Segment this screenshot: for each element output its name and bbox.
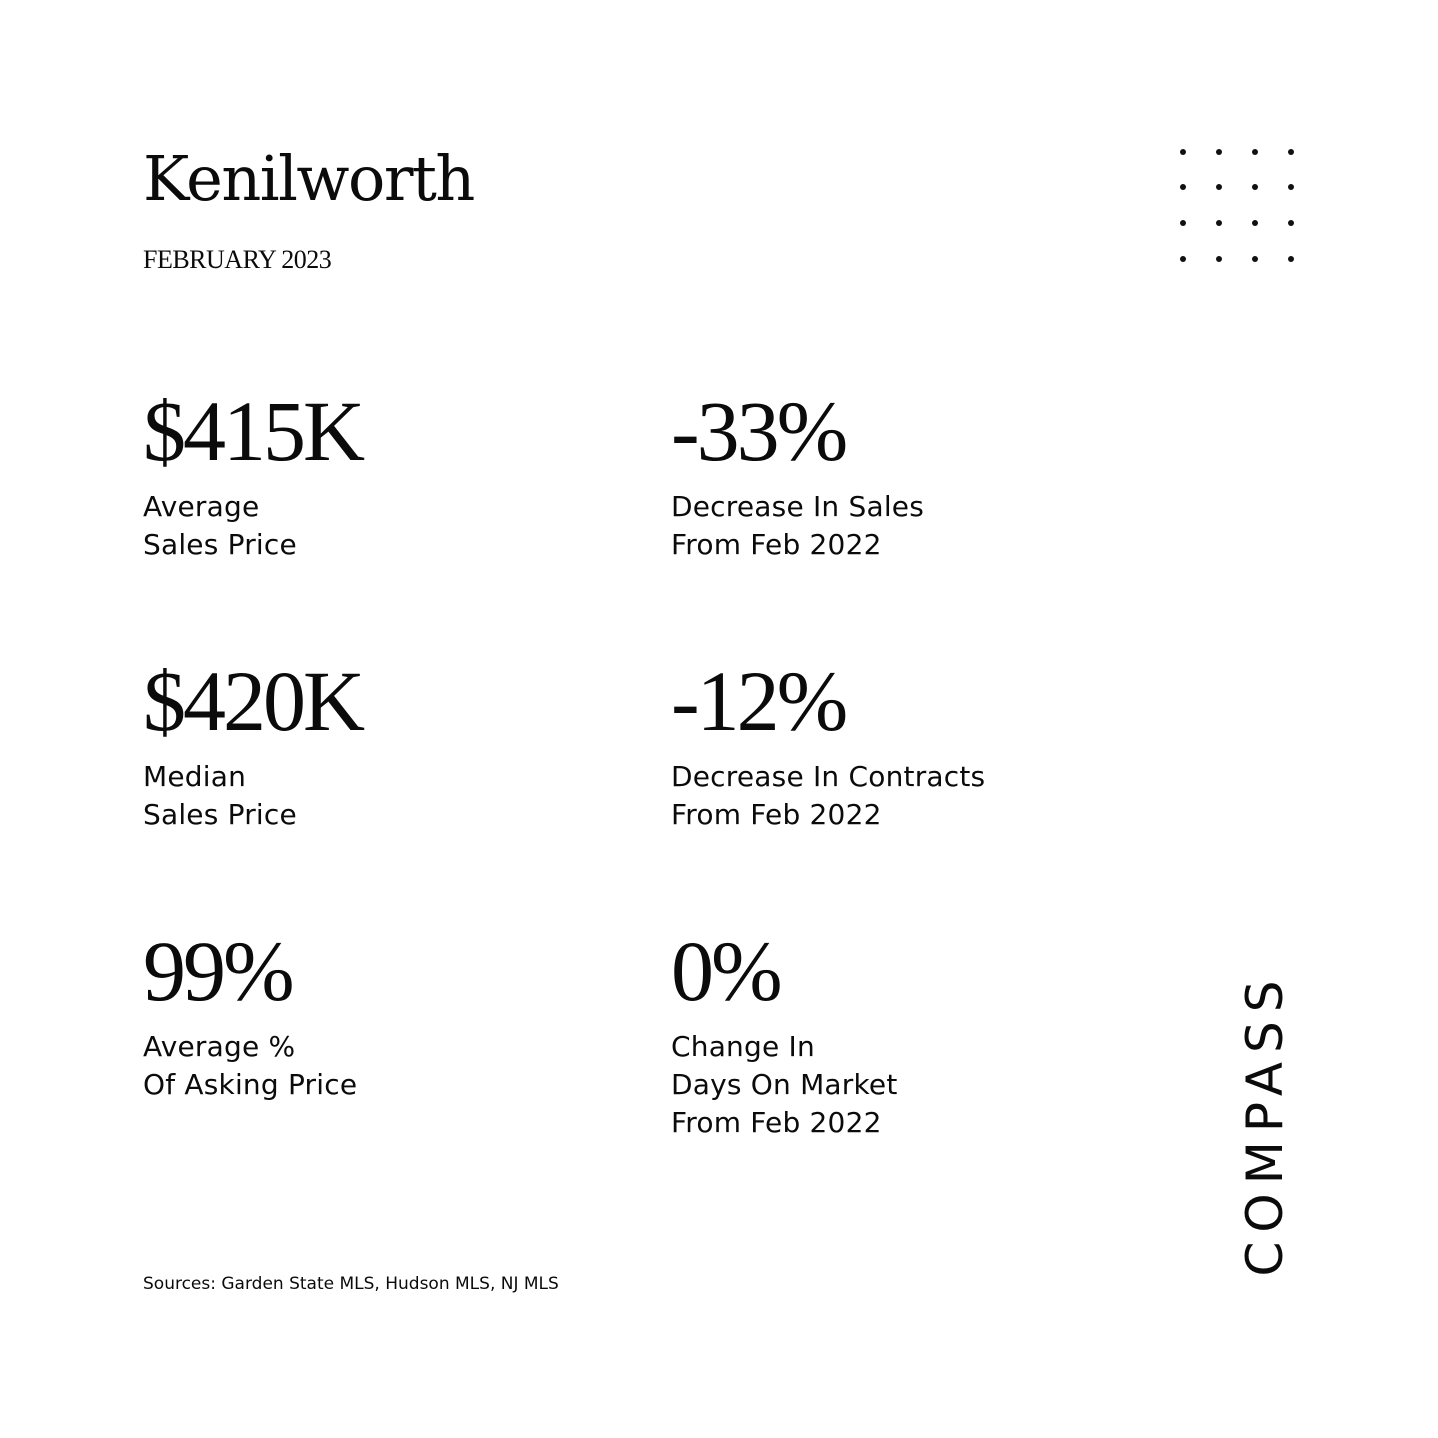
sources-note: Sources: Garden State MLS, Hudson MLS, NJ MLS xyxy=(143,1274,559,1294)
compass-logo xyxy=(1236,956,1294,1292)
stat-label: Change In Days On Market From Feb 2022 xyxy=(671,1030,898,1139)
stat-value: 99% xyxy=(143,923,292,1019)
stat-value: 0% xyxy=(671,923,780,1019)
stat-label: Decrease In Contracts From Feb 2022 xyxy=(671,760,986,831)
stat-percent-of-asking xyxy=(143,923,643,1104)
stat-label: Average Sales Price xyxy=(143,490,297,561)
stat-value: -12% xyxy=(671,653,846,749)
logo-text: COMPASS xyxy=(1236,971,1294,1277)
page-title: Kenilworth xyxy=(143,142,474,215)
stat-value: $415K xyxy=(143,383,363,479)
stat-contracts-change xyxy=(671,653,1171,834)
page-subtitle: FEBRUARY 2023 xyxy=(143,245,332,274)
stat-sales-change xyxy=(671,383,1171,564)
stat-median-sales-price xyxy=(143,653,643,834)
stat-average-sales-price xyxy=(143,383,643,564)
stat-value: -33% xyxy=(671,383,846,479)
stat-label: Average % Of Asking Price xyxy=(143,1030,358,1101)
stat-value: $420K xyxy=(143,653,363,749)
stat-days-on-market-change xyxy=(671,923,1171,1142)
stat-label: Decrease In Sales From Feb 2022 xyxy=(671,490,925,561)
dot-grid-icon xyxy=(1172,142,1302,272)
stat-label: Median Sales Price xyxy=(143,760,297,831)
